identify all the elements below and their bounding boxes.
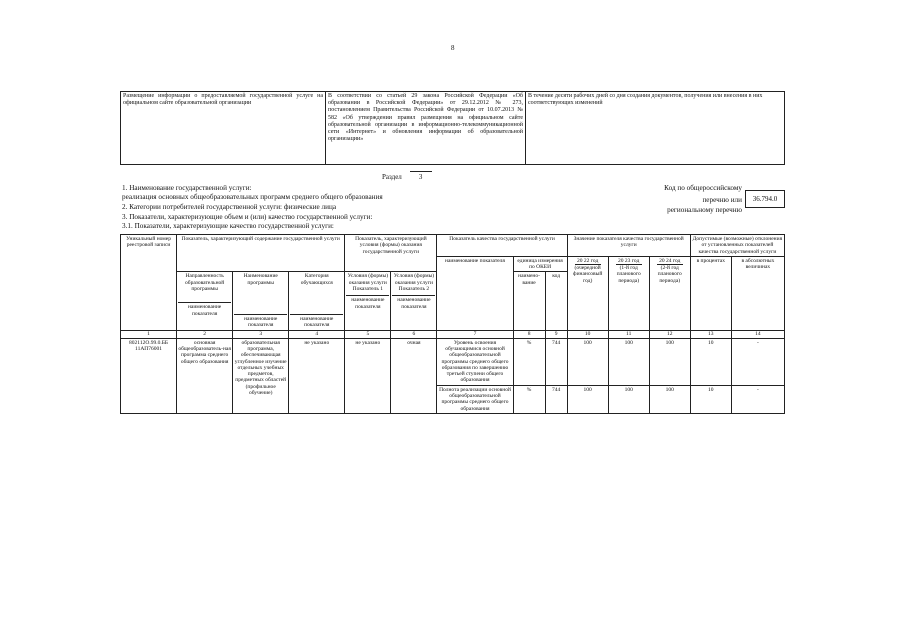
subheader-category-label: Категория обучающихся bbox=[300, 273, 333, 286]
info-cell-what: Размещение информации о предоставляемой государственной услуге на официальном сайте образовательной организации bbox=[121, 92, 326, 165]
deviation-percent: 10 bbox=[690, 385, 731, 413]
column-index: 8 bbox=[513, 330, 545, 338]
quality-indicator-name: Полнота реализации основной общеобразовательной программы среднего общего образования bbox=[437, 385, 513, 413]
subheader-condition-1 bbox=[345, 272, 391, 330]
subheader-program-label: Наименование программы bbox=[243, 273, 278, 286]
section-heading bbox=[382, 171, 432, 181]
deviation-absolute: - bbox=[731, 338, 784, 385]
service-name-value: реализация основных общеобразовательных программ среднего общего образования bbox=[122, 193, 383, 201]
header-year-1-label: 20 22 год bbox=[575, 258, 601, 265]
service-name-heading: 1. Наименование государственной услуги: bbox=[122, 184, 252, 192]
deviation-absolute: - bbox=[731, 385, 784, 413]
subheader-condition-2-name: наименование показателя bbox=[392, 295, 435, 310]
subheader-category-name: наименование показателя bbox=[290, 314, 343, 329]
value-year-1: 100 bbox=[567, 385, 608, 413]
code-label-1: Код по общероссийскому bbox=[664, 184, 742, 192]
header-condition-indicator: Показатель, характеризующий условия (формы) оказания государственной услуги bbox=[345, 235, 437, 272]
header-year-2-label: 20 23 год bbox=[616, 258, 642, 265]
column-index: 1 bbox=[121, 330, 177, 338]
unit-code: 744 bbox=[545, 385, 567, 413]
code-label-3: региональному перечню bbox=[667, 206, 742, 214]
header-absolute: в абсолютных величинах bbox=[731, 256, 784, 330]
column-index: 12 bbox=[649, 330, 690, 338]
program-direction: основная общеобразователь-ная программа среднего общего образования bbox=[177, 338, 233, 413]
deviation-percent: 10 bbox=[690, 338, 731, 385]
subheader-condition-1-name: наименование показателя bbox=[346, 295, 389, 310]
column-index-row bbox=[121, 330, 785, 338]
subheader-condition-2-label: Условия (формы) оказания услуги Показатель 2 bbox=[393, 273, 435, 293]
header-unit-code: код bbox=[545, 272, 567, 330]
value-year-2: 100 bbox=[608, 338, 649, 385]
page-number: 8 bbox=[451, 44, 455, 52]
header-year-3 bbox=[649, 256, 690, 330]
quality-table bbox=[120, 234, 785, 414]
header-content-indicator: Показатель, характеризующий содержание государственной услуги bbox=[177, 235, 345, 272]
header-year-2-desc: (1-й год планового периода) bbox=[616, 265, 641, 284]
subheader-condition-1-label: Условия (формы) оказания услуги Показатель 1 bbox=[347, 273, 389, 293]
condition-1-value: не указано bbox=[345, 338, 391, 413]
value-year-3: 100 bbox=[649, 338, 690, 385]
subheader-program bbox=[233, 272, 289, 330]
column-index: 6 bbox=[391, 330, 437, 338]
quality-indicators-heading: 3.1. Показатели, характеризующие качество государственной услуги: bbox=[122, 222, 334, 230]
column-index: 9 bbox=[545, 330, 567, 338]
indicators-heading: 3. Показатели, характеризующие объем и (или) качество государственной услуги: bbox=[122, 213, 373, 221]
header-year-1-desc: (очередной финансовый год) bbox=[573, 265, 603, 284]
subheader-program-name: наименование показателя bbox=[234, 314, 287, 329]
info-table bbox=[120, 91, 785, 165]
column-index: 13 bbox=[690, 330, 731, 338]
info-cell-frequency: В течение десяти рабочих дней со дня создания документов, получения или внесения в них соответствующих изменений bbox=[526, 92, 785, 165]
student-category: не указано bbox=[289, 338, 345, 413]
header-year-2 bbox=[608, 256, 649, 330]
header-year-3-desc: (2-й год планового периода) bbox=[657, 265, 682, 284]
header-unit: единица измерения по ОКЕИ bbox=[513, 256, 567, 272]
value-year-3: 100 bbox=[649, 385, 690, 413]
header-year-1 bbox=[567, 256, 608, 330]
value-year-1: 100 bbox=[567, 338, 608, 385]
code-value-box: 36.794.0 bbox=[745, 190, 785, 208]
column-index: 3 bbox=[233, 330, 289, 338]
value-year-2: 100 bbox=[608, 385, 649, 413]
program-name: образовательная программа, обеспечивающая углубленное изучение отдельных учебных предметов, предметных областей (профильное обучение) bbox=[233, 338, 289, 413]
header-unit-name: наимено-вание bbox=[513, 272, 545, 330]
column-index: 4 bbox=[289, 330, 345, 338]
consumer-category: 2. Категории потребителей государственной услуги: физические лица bbox=[122, 203, 337, 211]
header-year-3-label: 20 24 год bbox=[657, 258, 683, 265]
section-label: Раздел bbox=[382, 173, 402, 181]
table-row bbox=[121, 338, 785, 385]
subheader-direction bbox=[177, 272, 233, 330]
code-label-2: перечню или bbox=[702, 196, 742, 204]
subheader-direction-name: наименование показателя bbox=[178, 302, 231, 317]
header-indicator-name: наименование показателя bbox=[437, 256, 513, 330]
header-quality-values: Значение показателя качества государственной услуги bbox=[567, 235, 690, 257]
column-index: 10 bbox=[567, 330, 608, 338]
column-index: 14 bbox=[731, 330, 784, 338]
subheader-direction-label: Направленность образовательной программы bbox=[185, 273, 225, 293]
subheader-category bbox=[289, 272, 345, 330]
header-percent: в процентах bbox=[690, 256, 731, 330]
section-number: 3 bbox=[410, 171, 432, 181]
unit-code: 744 bbox=[545, 338, 567, 385]
column-index: 5 bbox=[345, 330, 391, 338]
column-index: 7 bbox=[437, 330, 513, 338]
column-index: 2 bbox=[177, 330, 233, 338]
column-index: 11 bbox=[608, 330, 649, 338]
header-allowed-deviation: Допустимые (возможные) отклонения от установленных показателей качества государственной услуги bbox=[690, 235, 784, 257]
quality-indicator-name: Уровень освоения обучающимися основной общеобразовательной программы среднего общего образования по завершению третьей ступени общего образования bbox=[437, 338, 513, 385]
condition-2-value: очная bbox=[391, 338, 437, 413]
registry-number: 802112О.99.0.ББ 11АП76001 bbox=[121, 338, 177, 413]
unit-name: % bbox=[513, 338, 545, 385]
unit-name: % bbox=[513, 385, 545, 413]
info-cell-basis: В соответствии со статьей 29 закона Российской Федерации «Об образовании в Российской Федерации» от 29.12.2012 № 273, постановлением Правительства Российской Федерации от 10.07.2013 № 582 «Об утверждении правил размещения на официальном сайте образовательной организации в информационно-телекоммуникационной сети «Интернет» и обновления информации об образовательной организации» bbox=[326, 92, 526, 165]
subheader-condition-2 bbox=[391, 272, 437, 330]
header-quality-indicator: Показатель качества государственной услуги bbox=[437, 235, 567, 257]
header-registry-number: Уникальный номер реестровой записи bbox=[121, 235, 177, 331]
